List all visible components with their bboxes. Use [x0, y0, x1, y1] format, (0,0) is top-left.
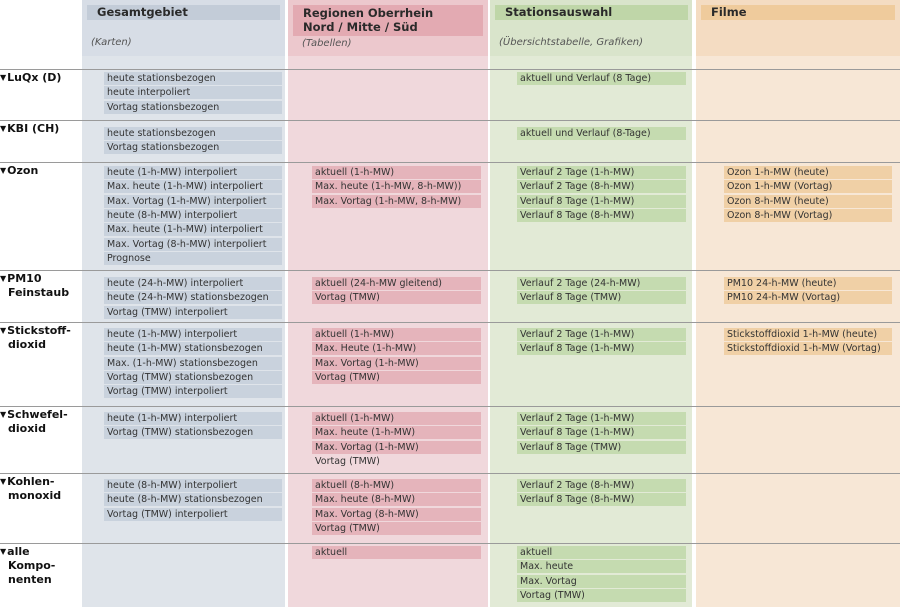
row-label[interactable] [0, 408, 78, 436]
header-subtitle: (Karten) [91, 37, 132, 48]
header-filme [696, 0, 900, 56]
link-item-c2[interactable]: Vortag (TMW) [312, 522, 481, 535]
link-item-c2[interactable]: Max. Heute (1-h-MW) [312, 342, 481, 355]
link-item-c3[interactable]: Verlauf 8 Tage (8-h-MW) [517, 493, 686, 506]
link-item-c4[interactable]: Ozon 8-h-MW (Vortag) [724, 209, 892, 222]
row-label[interactable] [0, 71, 78, 85]
row-label-text: nenten [8, 573, 52, 586]
row-label[interactable] [0, 324, 78, 352]
row-divider [0, 270, 900, 271]
link-item-c2[interactable]: Vortag (TMW) [312, 371, 481, 384]
link-item-c1[interactable]: Vortag (TMW) interpoliert [104, 508, 282, 521]
row-label-text: Feinstaub [8, 286, 70, 299]
link-item-c3[interactable]: aktuell und Verlauf (8-Tage) [517, 127, 686, 140]
link-item-c1[interactable]: heute (1-h-MW) stationsbezogen [104, 342, 282, 355]
link-item-c1[interactable]: Max. heute (1-h-MW) interpoliert [104, 180, 282, 193]
link-item-c3[interactable]: Verlauf 2 Tage (24-h-MW) [517, 277, 686, 290]
link-item-c3[interactable]: Verlauf 8 Tage (TMW) [517, 441, 686, 454]
link-item-c3[interactable]: Max. heute [517, 560, 686, 573]
triangle-down-icon: ▼ [0, 166, 7, 175]
link-item-c3[interactable]: Verlauf 8 Tage (1-h-MW) [517, 342, 686, 355]
row-label-text: Ozon [7, 164, 39, 177]
row-label-line [0, 489, 78, 503]
header-title: Gesamtgebiet [87, 5, 280, 20]
link-item-c3[interactable]: Verlauf 2 Tage (1-h-MW) [517, 412, 686, 425]
link-item-c4[interactable]: Stickstoffdioxid 1-h-MW (heute) [724, 328, 892, 341]
link-item-c1[interactable]: heute stationsbezogen [104, 72, 282, 85]
link-item-c2[interactable]: Max. heute (1-h-MW, 8-h-MW)) [312, 180, 481, 193]
row-label-text: dioxid [8, 422, 46, 435]
row-label-text: Kompo- [8, 559, 56, 572]
link-item-c2[interactable]: aktuell (24-h-MW gleitend) [312, 277, 481, 290]
link-item-c1[interactable]: Vortag (TMW) stationsbezogen [104, 426, 282, 439]
row-divider [0, 162, 900, 163]
link-item-c3[interactable]: Verlauf 2 Tage (1-h-MW) [517, 328, 686, 341]
triangle-down-icon: ▼ [0, 124, 7, 133]
link-item-c1[interactable]: Max. heute (1-h-MW) interpoliert [104, 223, 282, 236]
link-item-c1[interactable]: heute (24-h-MW) stationsbezogen [104, 291, 282, 304]
link-item-c3[interactable]: Verlauf 2 Tage (1-h-MW) [517, 166, 686, 179]
link-item-c2[interactable]: Max. Vortag (1-h-MW) [312, 357, 481, 370]
link-item-c1[interactable]: Max. Vortag (1-h-MW) interpoliert [104, 195, 282, 208]
link-item-c3[interactable]: Vortag (TMW) [517, 589, 686, 602]
header-subtitle: (Übersichtstabelle, Grafiken) [499, 37, 644, 48]
row-label-text: KBI (CH) [7, 122, 60, 135]
link-item-c4[interactable]: PM10 24-h-MW (heute) [724, 277, 892, 290]
link-item-c2[interactable]: Max. heute (1-h-MW) [312, 426, 481, 439]
row-label[interactable] [0, 122, 78, 136]
row-label-text: Kohlen- [7, 475, 55, 488]
triangle-down-icon: ▼ [0, 410, 7, 419]
link-item-c2[interactable]: Max. Vortag (1-h-MW) [312, 441, 481, 454]
row-label-line [0, 286, 78, 300]
row-label-text: Stickstoff- [7, 324, 71, 337]
link-item-c1[interactable]: heute (24-h-MW) interpoliert [104, 277, 282, 290]
link-item-c1[interactable]: Vortag stationsbezogen [104, 141, 282, 154]
link-item-c2[interactable]: Vortag (TMW) [315, 455, 380, 467]
link-item-c3[interactable]: Verlauf 2 Tage (8-h-MW) [517, 180, 686, 193]
link-item-c2[interactable]: Max. Vortag (8-h-MW) [312, 508, 481, 521]
triangle-down-icon: ▼ [0, 477, 7, 486]
row-label-line [0, 408, 78, 422]
link-item-c3[interactable]: Verlauf 2 Tage (8-h-MW) [517, 479, 686, 492]
header-title-line: Regionen Oberrhein [303, 6, 434, 20]
link-item-c2[interactable]: Vortag (TMW) [312, 291, 481, 304]
link-item-c4[interactable]: PM10 24-h-MW (Vortag) [724, 291, 892, 304]
row-label[interactable] [0, 545, 78, 587]
triangle-down-icon: ▼ [0, 73, 7, 82]
row-divider [0, 69, 900, 70]
header-stationsauswahl [490, 0, 692, 56]
row-label-text: monoxid [8, 489, 62, 502]
row-divider [0, 543, 900, 544]
triangle-down-icon: ▼ [0, 547, 7, 556]
link-item-c1[interactable]: Vortag (TMW) interpoliert [104, 385, 282, 398]
header-title [293, 5, 483, 36]
link-item-c3[interactable]: aktuell und Verlauf (8 Tage) [517, 72, 686, 85]
row-label-line [0, 122, 78, 136]
row-label-text: LuQx (D) [7, 71, 62, 84]
header-regionen [288, 0, 488, 56]
row-label-line [0, 324, 78, 338]
link-item-c4[interactable]: Ozon 1-h-MW (Vortag) [724, 180, 892, 193]
row-divider [0, 322, 900, 323]
row-label-text: dioxid [8, 338, 46, 351]
header-title-line: Nord / Mitte / Süd [303, 20, 418, 34]
row-label-line [0, 71, 78, 85]
header-subtitle: (Tabellen) [302, 38, 352, 49]
link-item-c1[interactable]: heute (8-h-MW) interpoliert [104, 209, 282, 222]
row-label-line [0, 559, 78, 573]
row-label-line [0, 475, 78, 489]
link-item-c3[interactable]: aktuell [517, 546, 686, 559]
header-gesamtgebiet [82, 0, 285, 56]
row-label-line [0, 573, 78, 587]
link-item-c4[interactable]: Stickstoffdioxid 1-h-MW (Vortag) [724, 342, 892, 355]
link-item-c3[interactable]: Verlauf 8 Tage (1-h-MW) [517, 195, 686, 208]
row-label-line [0, 338, 78, 352]
link-item-c3[interactable]: Verlauf 8 Tage (1-h-MW) [517, 426, 686, 439]
row-label-line [0, 164, 78, 178]
link-item-c1[interactable]: Max. Vortag (8-h-MW) interpoliert [104, 238, 282, 251]
row-divider [0, 120, 900, 121]
link-item-c3[interactable]: Verlauf 8 Tage (8-h-MW) [517, 209, 686, 222]
row-label[interactable] [0, 475, 78, 503]
triangle-down-icon: ▼ [0, 326, 7, 335]
link-item-c2[interactable]: aktuell (8-h-MW) [312, 479, 481, 492]
header-title: Filme [701, 5, 895, 20]
link-item-c2[interactable]: aktuell (1-h-MW) [312, 412, 481, 425]
link-item-c1[interactable]: Prognose [104, 252, 282, 265]
link-item-c1[interactable]: Vortag (TMW) stationsbezogen [104, 371, 282, 384]
row-label-line [0, 422, 78, 436]
link-item-c4[interactable]: Ozon 1-h-MW (heute) [724, 166, 892, 179]
row-label-line [0, 272, 78, 286]
link-item-c2[interactable]: Max. Vortag (1-h-MW, 8-h-MW) [312, 195, 481, 208]
link-item-c2[interactable]: aktuell (1-h-MW) [312, 166, 481, 179]
header-title: Stationsauswahl [495, 5, 688, 20]
link-item-c1[interactable]: heute (8-h-MW) interpoliert [104, 479, 282, 492]
link-item-c1[interactable]: Vortag (TMW) interpoliert [104, 306, 282, 319]
link-item-c2[interactable]: aktuell (1-h-MW) [312, 328, 481, 341]
triangle-down-icon: ▼ [0, 274, 7, 283]
link-item-c1[interactable]: heute (1-h-MW) interpoliert [104, 166, 282, 179]
row-label[interactable] [0, 272, 78, 300]
link-item-c1[interactable]: heute stationsbezogen [104, 127, 282, 140]
row-label-line [0, 545, 78, 559]
row-label[interactable] [0, 164, 78, 178]
row-divider [0, 406, 900, 407]
link-item-c1[interactable]: Max. (1-h-MW) stationsbezogen [104, 357, 282, 370]
row-label-text: Schwefel- [7, 408, 68, 421]
row-label-text: alle [7, 545, 30, 558]
link-item-c1[interactable]: heute (8-h-MW) stationsbezogen [104, 493, 282, 506]
row-label-text: PM10 [7, 272, 42, 285]
link-item-c1[interactable]: heute (1-h-MW) interpoliert [104, 412, 282, 425]
link-item-c2[interactable]: aktuell [312, 546, 481, 559]
link-item-c1[interactable]: Vortag stationsbezogen [104, 101, 282, 114]
row-divider [0, 473, 900, 474]
link-item-c4[interactable]: Ozon 8-h-MW (heute) [724, 195, 892, 208]
link-item-c1[interactable]: heute interpoliert [104, 86, 282, 99]
link-item-c3[interactable]: Verlauf 8 Tage (TMW) [517, 291, 686, 304]
link-item-c2[interactable]: Max. heute (8-h-MW) [312, 493, 481, 506]
link-item-c3[interactable]: Max. Vortag [517, 575, 686, 588]
link-item-c1[interactable]: heute (1-h-MW) interpoliert [104, 328, 282, 341]
